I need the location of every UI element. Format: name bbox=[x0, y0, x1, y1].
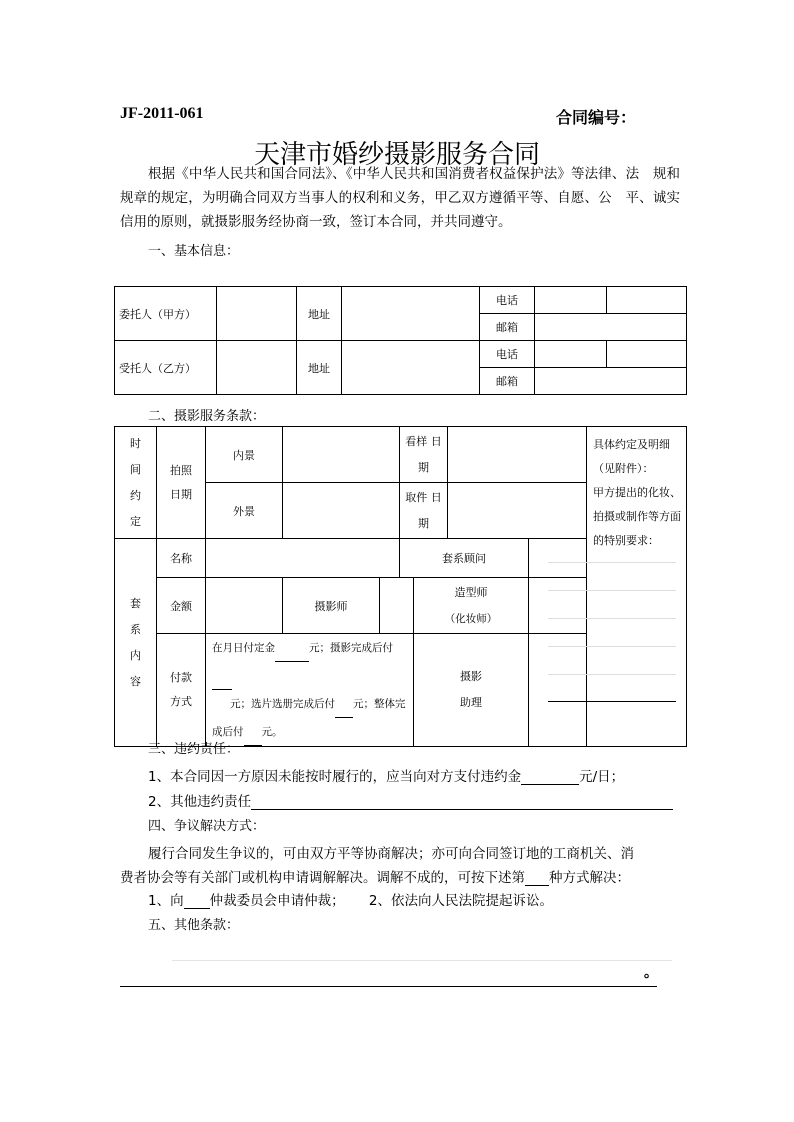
party-b-phone-field-1[interactable] bbox=[535, 341, 607, 368]
party-a-label: 委托人（甲方） bbox=[115, 287, 217, 341]
party-b-phone-field-2[interactable] bbox=[607, 341, 687, 368]
party-a-phone-field-1[interactable] bbox=[535, 287, 607, 314]
party-b-email-label: 邮箱 bbox=[480, 368, 535, 395]
photographer-field[interactable] bbox=[380, 578, 414, 634]
party-a-address-label: 地址 bbox=[297, 287, 342, 341]
photo-assistant-label: 摄影 助理 bbox=[414, 634, 529, 747]
notes-line-6 bbox=[548, 701, 676, 702]
party-b-name-field[interactable] bbox=[217, 341, 297, 395]
amount-field[interactable] bbox=[206, 578, 283, 634]
other-penalty-blank[interactable] bbox=[251, 809, 673, 810]
party-b-label: 受托人（乙方） bbox=[115, 341, 217, 395]
arbitration-committee-blank[interactable] bbox=[184, 908, 210, 909]
notes-line-2 bbox=[548, 590, 676, 591]
party-a-email-field[interactable] bbox=[535, 314, 687, 341]
special-requests-note: 甲方提出的化妆、拍摄或制作等方面的特别要求： bbox=[593, 486, 681, 547]
basic-info-table bbox=[114, 286, 687, 395]
amount-label: 金额 bbox=[157, 578, 206, 634]
details-note: 具体约定及明细（见附件）： bbox=[593, 438, 670, 475]
notes-line-3 bbox=[548, 618, 676, 619]
section2-heading: 二、摄影服务条款： bbox=[148, 409, 266, 424]
package-name-label: 名称 bbox=[157, 539, 206, 578]
outdoor-label: 外景 bbox=[206, 483, 283, 539]
party-a-name-field[interactable] bbox=[217, 287, 297, 341]
stylist-field[interactable] bbox=[529, 578, 587, 634]
stylist-label: 造型师 （化妆师） bbox=[414, 578, 529, 634]
view-sample-date-field[interactable] bbox=[448, 427, 587, 483]
party-a-address-field[interactable] bbox=[342, 287, 480, 341]
photographer-label: 摄影师 bbox=[283, 578, 380, 634]
section4-heading: 四、争议解决方式： bbox=[148, 819, 266, 834]
penalty-amount-blank[interactable] bbox=[521, 784, 579, 785]
party-b-phone-label: 电话 bbox=[480, 341, 535, 368]
service-terms-table bbox=[114, 426, 687, 747]
party-a-phone-field-2[interactable] bbox=[607, 287, 687, 314]
party-b-address-field[interactable] bbox=[342, 341, 480, 395]
photo-assistant-field[interactable] bbox=[529, 634, 587, 747]
outdoor-date-field[interactable] bbox=[283, 483, 400, 539]
resolution-method-blank[interactable] bbox=[525, 885, 549, 886]
dispute-options: 1、向 仲裁委员会申请仲裁； 2、依法向人民法院提起诉讼。 bbox=[148, 893, 553, 909]
dispute-paragraph-line2: 费者协会等有关部门或机构申请调解解决。调解不成的，可按下述第 种方式解决： bbox=[120, 870, 630, 886]
package-consultant-field[interactable] bbox=[529, 539, 587, 578]
preamble-paragraph: 根据《中华人民共和国合同法》、《中华人民共和国消费者权益保护法》等法律、法 规和规章的规定，为明确合同双方当事人的权利和义务，甲乙双方遵循平等、自愿、公 平、诚实信用的原则，就摄影服务经协商一致，签订本合同，并共同遵守。 bbox=[120, 166, 680, 230]
pickup-date-field[interactable] bbox=[448, 483, 587, 539]
contract-number-label: 合同编号： bbox=[556, 108, 637, 127]
page-title: 天津市婚纱摄影服务合同 bbox=[253, 140, 540, 170]
dispute-paragraph-line1: 履行合同发生争议的，可由双方平等协商解决；亦可向合同签订地的工商机关、消 bbox=[148, 846, 634, 862]
time-agreement-label: 时 间 约 定 bbox=[115, 427, 157, 539]
party-a-phone-label: 电话 bbox=[480, 287, 535, 314]
other-terms-line[interactable] bbox=[120, 986, 657, 987]
penalty-clause-2: 2、其他违约责任 bbox=[148, 790, 673, 810]
party-b-address-label: 地址 bbox=[297, 341, 342, 395]
penalty-clause-1: 1、本合同因一方原因未能按时履行的，应当向对方支付违约金 元/日； bbox=[148, 769, 625, 785]
view-sample-date-label: 看样 日 期 bbox=[400, 427, 448, 483]
notes-line-4 bbox=[548, 646, 676, 647]
notes-line-5 bbox=[548, 674, 676, 675]
section3-heading: 三、违约责任： bbox=[148, 742, 240, 757]
shoot-date-label: 拍照 日期 bbox=[157, 427, 206, 539]
package-consultant-label: 套系顾问 bbox=[400, 539, 529, 578]
other-terms-faint-line bbox=[172, 960, 672, 961]
payment-terms-text: 在月日付定金 元；摄影完成后付 元；选片选册完成后付 元；整体完 成后付 元。 bbox=[206, 634, 414, 747]
details-notes-cell[interactable] bbox=[587, 427, 687, 747]
notes-line-1 bbox=[548, 562, 676, 563]
end-mark: 。 bbox=[644, 965, 658, 981]
section1-heading: 一、基本信息： bbox=[148, 244, 240, 259]
pickup-date-label: 取件 日 期 bbox=[400, 483, 448, 539]
section5-heading: 五、其他条款： bbox=[148, 918, 240, 933]
package-name-field[interactable] bbox=[206, 539, 400, 578]
party-a-email-label: 邮箱 bbox=[480, 314, 535, 341]
indoor-label: 内景 bbox=[206, 427, 283, 483]
package-content-label: 套 系 内 容 bbox=[115, 539, 157, 747]
payment-method-label: 付款 方式 bbox=[157, 634, 206, 747]
document-code: JF-2011-061 bbox=[120, 105, 204, 122]
party-b-email-field[interactable] bbox=[535, 368, 687, 395]
indoor-date-field[interactable] bbox=[283, 427, 400, 483]
